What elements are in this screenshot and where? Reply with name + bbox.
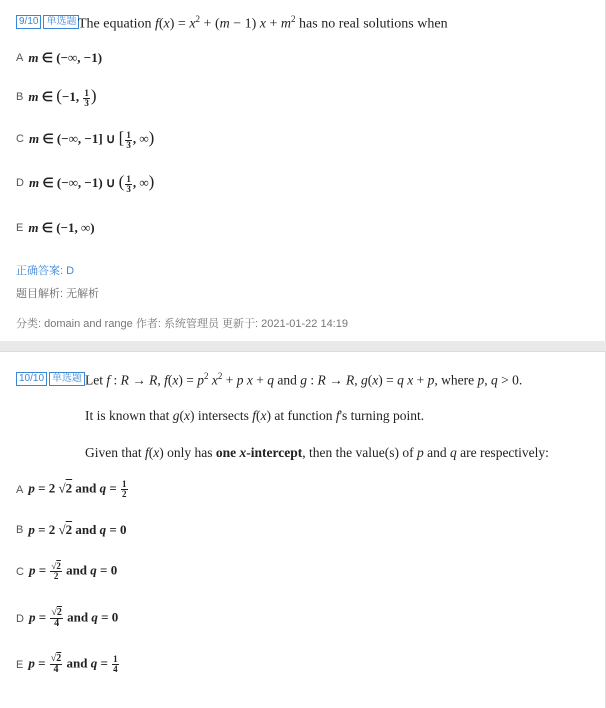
question-stem: The equation $f(x) = x^2 + (m - 1) x + m^2$ has no real solutions when: [78, 14, 448, 32]
option-expression: p = $\frac{√2}{4}$ and q = 0: [28, 607, 119, 629]
option-e[interactable]: [16, 220, 95, 236]
option-expression: m ∈ (−∞, −1) ∪ ( $\frac{1}{3}$ , ∞): [28, 172, 155, 194]
question-badges: [16, 372, 87, 386]
option-letter: C: [16, 132, 24, 145]
option-e[interactable]: [16, 654, 120, 675]
question-card-9: [0, 0, 606, 341]
option-letter: A: [16, 483, 24, 496]
question-card-10: [0, 351, 606, 708]
option-c[interactable]: [16, 562, 117, 581]
option-c[interactable]: [16, 128, 154, 150]
option-expression: m ∈ (−∞, −1] ∪ [ $\frac{1}{3}$ , ∞): [28, 128, 155, 150]
question-badges: [16, 15, 81, 29]
option-b[interactable]: [16, 86, 97, 108]
option-letter: C: [16, 565, 24, 578]
option-letter: B: [16, 90, 24, 103]
option-expression: p = 2 √2 and q = $\frac{1}{2}$: [28, 479, 127, 499]
option-a[interactable]: [16, 50, 102, 66]
question-number-badge: 10/10: [16, 372, 47, 386]
option-expression: p = 2 √2 and q = 0: [28, 522, 127, 537]
correct-answer: 正确答案: D: [16, 265, 75, 277]
option-letter: E: [16, 222, 24, 234]
option-d[interactable]: [16, 172, 154, 194]
question-stem-line3: Given that f(x) only has one x-intercept, then the value(s) of p and q are respectively:: [85, 445, 549, 460]
option-expression: p = $\frac{√2}{2}$ and q = 0: [28, 561, 118, 581]
option-expression: p = $\frac{√2}{4}$ and q = $\frac{1}{4}$: [28, 653, 118, 675]
option-letter: A: [16, 52, 24, 64]
option-d[interactable]: [16, 608, 118, 629]
option-letter: D: [16, 176, 24, 189]
option-expression: m ∈ (−∞, −1): [28, 50, 103, 65]
answer-analysis: 题目解析: 无解析: [16, 288, 100, 300]
question-type-badge: 单选题: [43, 15, 79, 29]
question-stem: Let f : R → R, $f(x) = p^2$ $x^2 + p$ x + q and g : R → R, g(x) = q x + p, where p, q > 0.: [85, 371, 523, 388]
option-expression: m ∈ (−1, $\frac{1}{3}$ ): [28, 86, 97, 108]
question-stem-line2: It is known that g(x) intersects f(x) at function f's turning point.: [85, 408, 425, 423]
option-letter: B: [16, 524, 24, 536]
option-b[interactable]: [16, 522, 127, 538]
question-type-badge: 单选题: [49, 372, 85, 386]
question-number-badge: 9/10: [16, 15, 41, 29]
option-a[interactable]: [16, 480, 129, 499]
question-meta: 分类: domain and range 作者: 系统管理员 更新于: 2021-01-22 14:19: [16, 318, 348, 330]
option-letter: E: [16, 658, 24, 671]
option-letter: D: [16, 612, 24, 625]
option-expression: m ∈ (−1, ∞): [28, 220, 95, 235]
